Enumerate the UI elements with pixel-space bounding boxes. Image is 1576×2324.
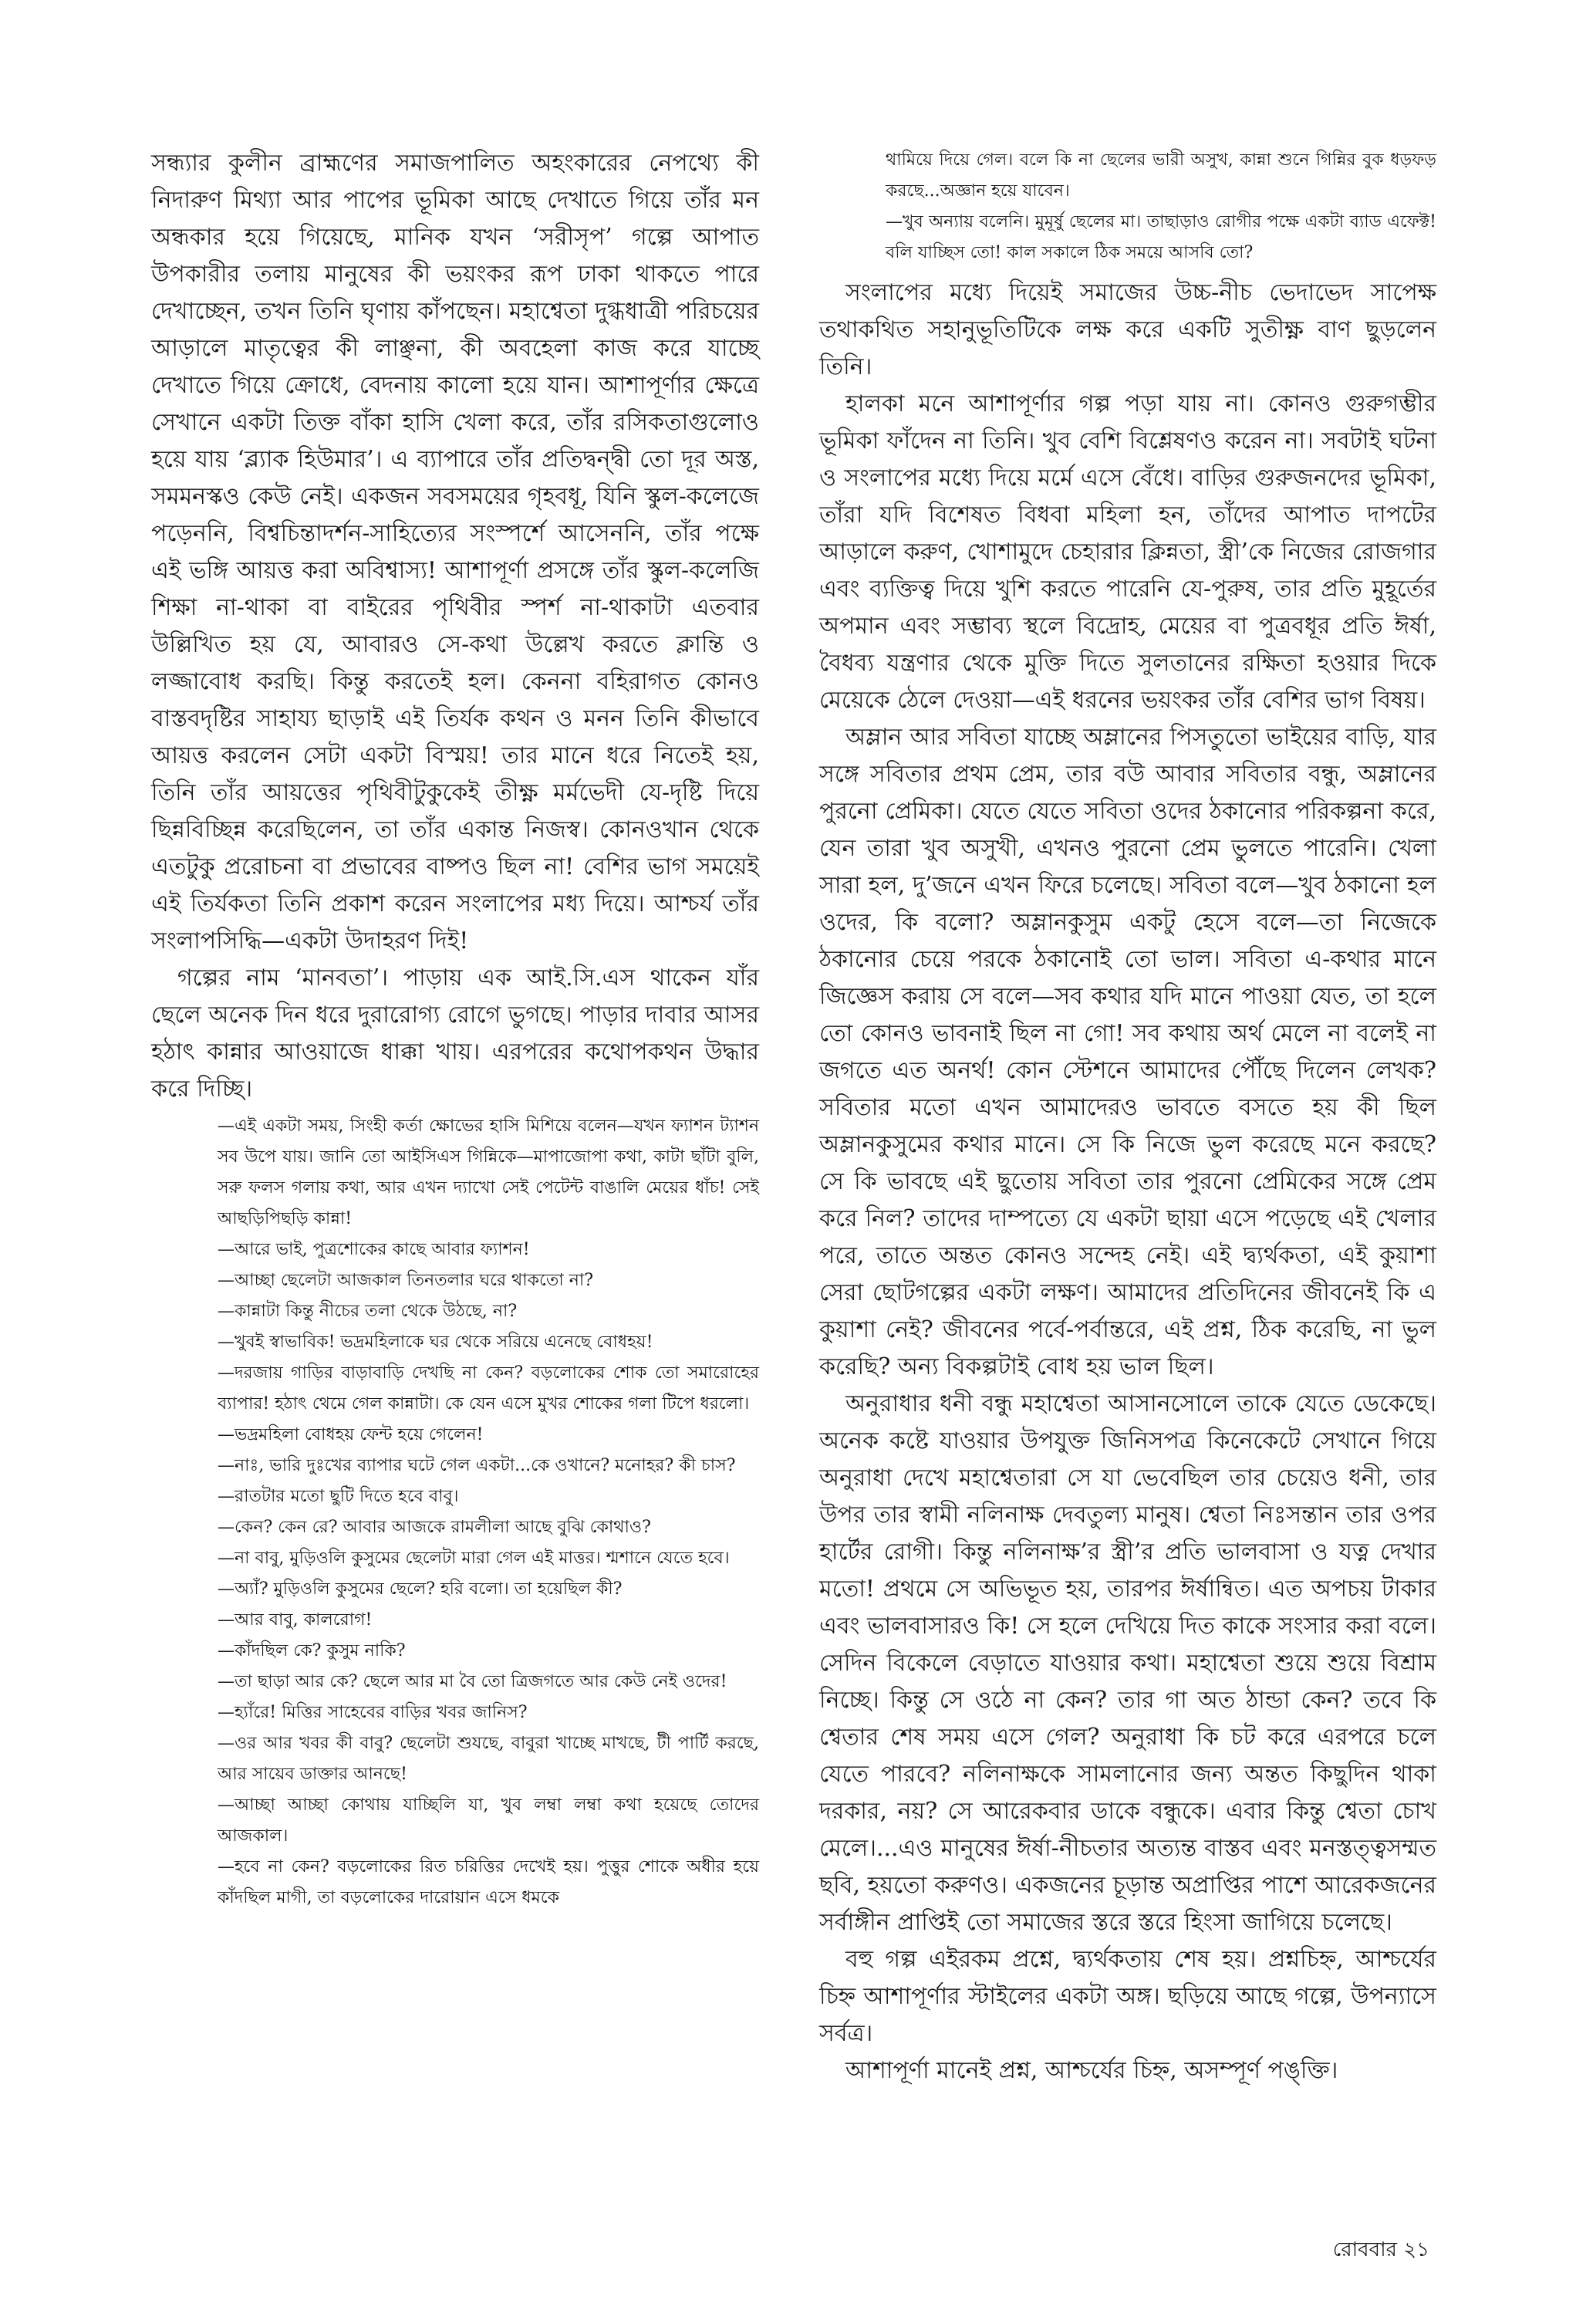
dialogue-line: —ভদ্রমহিলা বোধহয় ফেন্ট হয়ে গেলেন! — [218, 1425, 484, 1444]
body-paragraph: সংলাপের মধ্যে দিয়েই সমাজের উচ্চ-নীচ ভেদাভেদ সাপেক্ষ তথাকথিত সহানুভূতিটিকে লক্ষ করে একটি সুতীক্ষ্ণ বাণ ছুড়লেন তিনি। — [819, 279, 1436, 380]
dialogue-line: —খুবই স্বাভাবিক! ভদ্রমহিলাকে ঘর থেকে সরিয়ে এনেছে বোধহয়! — [218, 1333, 653, 1352]
body-paragraph: আশাপূর্ণা মানেই প্রশ্ন, আশ্চর্যের চিহ্ন, অসম্পূর্ণ পঙ্‌ক্তি। — [845, 2057, 1338, 2084]
dialogue-line: —নাঃ, ভারি দুঃখের ব্যাপার ঘটে গেল একটা...কে ওখানে? মনোহর? কী চাস? — [218, 1456, 736, 1475]
dialogue-line: —আর বাবু, কালরোগ! — [218, 1610, 373, 1630]
left-column — [151, 145, 759, 1914]
page-footer-folio: রোববার ২১ — [1332, 2238, 1429, 2262]
body-paragraph: সন্ধ্যার কুলীন ব্রাহ্মণের সমাজপালিত অহংকারের নেপথ্যে কী নিদারুণ মিথ্যা আর পাপের ভূমিকা আছে দেখাতে গিয়ে তাঁর মন অন্ধকার হয়ে গিয়েছে, মানিক যখন ‘সরীসৃপ’ গল্পে আপাত উপকারীর তলায় মানুষের কী ভয়ংকর রূপ ঢাকা থাকতে পারে দেখাচ্ছেন, তখন তিনি ঘৃণায় কাঁপছেন। মহাশ্বেতা দুগ্ধধাত্রী পরিচয়ের আড়ালে মাতৃত্বের কী লাঞ্ছনা, কী অবহেলা কাজ করে যাচ্ছে দেখাতে গিয়ে ক্রোধে, বেদনায় কালো হয়ে যান। আশাপূর্ণার ক্ষেত্রে সেখানে একটা তিক্ত বাঁকা হাসি খেলা করে, তাঁর রসিকতাগুলোও হয়ে যায় ‘ব্ল্যাক হিউমার’। এ ব্যাপারে তাঁর প্রতিদ্বন্দ্বী তো দূর অস্ত, সমমনস্কও কেউ নেই। একজন সবসময়ের গৃহবধূ, যিনি স্কুল-কলেজে পড়েননি, বিশ্বচিন্তাদর্শন-সাহিত্যের সংস্পর্শে আসেননি, তাঁর পক্ষে এই ভঙ্গি আয়ত্ত করা অবিশ্বাস্য! আশাপূর্ণা প্রসঙ্গে তাঁর স্কুল-কলেজি শিক্ষা না-থাকা বা বাইরের পৃথিবীর স্পর্শ না-থাকাটা এতবার উল্লিখিত হয় যে, আবারও সে-কথা উল্লেখ করতে ক্লান্তি ও লজ্জাবোধ করছি। কিন্তু করতেই হল। কেননা বহিরাগত কোনও বাস্তবদৃষ্টির সাহায্য ছাড়াই এই তির্যক কথন ও মনন তিনি কীভাবে আয়ত্ত করলেন সেটা একটা বিস্ময়! তার মানে ধরে নিতেই হয়, তিনি তাঁর আয়ত্তের পৃথিবীটুকুকেই তীক্ষ্ণ মর্মভেদী যে-দৃষ্টি দিয়ে ছিন্নবিচ্ছিন্ন করেছিলেন, তা তাঁর একান্ত নিজস্ব। কোনওখান থেকে এতটুকু প্ররোচনা বা প্রভাবের বাষ্পও ছিল না! বেশির ভাগ সময়েই এই তির্যকতা তিনি প্রকাশ করেন সংলাপের মধ্য দিয়ে। আশ্চর্য তাঁর সংলাপসিদ্ধি—একটা উদাহরণ দিই! — [151, 150, 759, 954]
dialogue-block — [819, 145, 1436, 269]
right-column — [819, 145, 1436, 2089]
dialogue-line: —কেন? কেন রে? আবার আজকে রামলীলা আছে বুঝি কোথাও? — [218, 1518, 651, 1537]
dialogue-block — [151, 1111, 759, 1914]
dialogue-line: —দরজায় গাড়ির বাড়াবাড়ি দেখছি না কেন? বড়লোকের শোক তো সমারোহের ব্যাপার! হঠাৎ থেমে গেল কান্নাটা। কে যেন এসে মুখর শোকের গলা টিপে ধরলো। — [218, 1363, 759, 1414]
dialogue-line: —কাঁদছিল কে? কুসুম নাকি? — [218, 1641, 406, 1660]
dialogue-line: —অ্যাঁ? মুড়িওলি কুসুমের ছেলে? হরি বলো। তা হয়েছিল কী? — [218, 1579, 623, 1599]
dialogue-line: —এই একটা সময়, সিংহী কর্তা ক্ষোভের হাসি মিশিয়ে বলেন—যখন ফ্যাশন ট্যাশন সব উপে যায়। জানি তো আইসিএস গিন্নিকে—মাপাজোপা কথা, কাটা ছাঁটা বুলি, সরু ফলস গলায় কথা, আর এখন দ্যাখো সেই পেটেন্ট বাঙালি মেয়ের ধাঁচ! সেই আছড়িপিছড়ি কান্না! — [218, 1116, 759, 1228]
dialogue-line: —খুব অন্যায় বলেনি। মুমূর্ষু ছেলের মা। তাছাড়াও রোগীর পক্ষে একটা ব্যাড এফেক্ট! বলি যাচ্ছিস তো! কাল সকালে ঠিক সময়ে আসবি তো? — [886, 212, 1436, 262]
dialogue-line: —হ্যাঁরে! মিত্তির সাহেবের বাড়ির খবর জানিস? — [218, 1703, 528, 1722]
dialogue-line: —আচ্ছা আচ্ছা কোথায় যাচ্ছিলি যা, খুব লম্বা লম্বা কথা হয়েছে তোদের আজকাল। — [218, 1795, 759, 1846]
dialogue-line: —হবে না কেন? বড়লোকের রিত চরিত্তির দেখেই হয়। পুত্তুর শোকে অধীর হয়ে কাঁদছিল মাগী, তা বড়লোকের দারোয়ান এসে ধমকে — [218, 1857, 759, 1907]
dialogue-line: —কান্নাটা কিন্তু নীচের তলা থেকে উঠছে, না? — [218, 1302, 518, 1321]
dialogue-line: থামিয়ে দিয়ে গেল। বলে কি না ছেলের ভারী অসুখ, কান্না শুনে গিন্নির বুক ধড়ফড় করছে...অজ্ঞান হয়ে যাবেন। — [886, 150, 1436, 201]
dialogue-line: —না বাবু, মুড়িওলি কুসুমের ছেলেটা মারা গেল এই মাত্তর। শ্মশানে যেতে হবে। — [218, 1549, 730, 1568]
body-paragraph: অনুরাধার ধনী বন্ধু মহাশ্বেতা আসানসোলে তাকে যেতে ডেকেছে। অনেক কষ্টে যাওয়ার উপযুক্ত জিনিসপত্র কিনেকেটে সেখানে গিয়ে অনুরাধা দেখে মহাশ্বেতারা সে যা ভেবেছিল তার চেয়েও ধনী, তার উপর তার স্বামী নলিনাক্ষ দেবতুল্য মানুষ। শ্বেতা নিঃসন্তান তার ওপর হার্টের রোগী। কিন্তু নলিনাক্ষ’র স্ত্রী’র প্রতি ভালবাসা ও যত্ন দেখার মতো! প্রথমে সে অভিভূত হয়, তারপর ঈর্ষান্বিত। এত অপচয় টাকার এবং ভালবাসারও কি! সে হলে দেখিয়ে দিত কাকে সংসার করা বলে। সেদিন বিকেলে বেড়াতে যাওয়ার কথা। মহাশ্বেতা শুয়ে শুয়ে বিশ্রাম নিচ্ছে। কিন্তু সে ওঠে না কেন? তার গা অত ঠান্ডা কেন? তবে কি শ্বেতার শেষ সময় এসে গেল? অনুরাধা কি চট করে এরপরে চলে যেতে পারবে? নলিনাক্ষকে সামলানোর জন্য অন্তত কিছুদিন থাকা দরকার, নয়? সে আরেকবার ডাকে বন্ধুকে। এবার কিন্তু শ্বেতা চোখ মেলে।...এও মানুষের ঈর্ষা-নীচতার অত্যন্ত বাস্তব এবং মনস্তত্ত্বসম্মত ছবি, হয়তো করুণও। একজনের চূড়ান্ত অপ্রাপ্তির পাশে আরেকজনের সর্বাঙ্গীন প্রাপ্তিই তো সমাজের স্তরে স্তরে হিংসা জাগিয়ে চলেছে। — [819, 1390, 1436, 1936]
body-paragraph: অম্লান আর সবিতা যাচ্ছে অম্লানের পিসতুতো ভাইয়ের বাড়ি, যার সঙ্গে সবিতার প্রথম প্রেম, তার বউ আবার সবিতার বন্ধু, অম্লানের পুরনো প্রেমিকা। যেতে যেতে সবিতা ওদের ঠকানোর পরিকল্পনা করে, যেন তারা খুব অসুখী, এখনও পুরনো প্রেম ভুলতে পারেনি। খেলা সারা হল, দু’জনে এখন ফিরে চলেছে। সবিতা বলে—খুব ঠকানো হল ওদের, কি বলো? অম্লানকুসুম একটু হেসে বলে—তা নিজেকে ঠকানোর চেয়ে পরকে ঠকানোই তো ভাল। সবিতা এ-কথার মানে জিজ্ঞেস করায় সে বলে—সব কথার যদি মানে পাওয়া যেত, তা হলে তো কোনও ভাবনাই ছিল না গো! সব কথায় অর্থ মেলে না বলেই না জগতে এত অনর্থ! কোন স্টেশনে আমাদের পৌঁছে দিলেন লেখক? সবিতার মতো এখন আমাদেরও ভাবতে বসতে হয় কী ছিল অম্লানকুসুমের কথার মানে। সে কি নিজে ভুল করেছে মনে করছে? সে কি ভাবছে এই ছুতোয় সবিতা তার পুরনো প্রেমিকের সঙ্গে প্রেম করে নিল? তাদের দাম্পত্যে যে একটা ছায়া এসে পড়েছে এই খেলার পরে, তাতে অন্তত কোনও সন্দেহ নেই। এই দ্ব্যর্থকতা, এই কুয়াশা সেরা ছোটগল্পের একটা লক্ষণ। আমাদের প্রতিদিনের জীবনেই কি এ কুয়াশা নেই? জীবনের পর্বে-পর্বান্তরে, এই প্রশ্ন, ঠিক করেছি, না ভুল করেছি? অন্য বিকল্পটাই বোধ হয় ভাল ছিল। — [819, 724, 1436, 1380]
dialogue-line: —ওর আর খবর কী বাবু? ছেলেটা শুযছে, বাবুরা খাচ্ছে মাখছে, টী পার্টি করছে, আর সায়েব ডাক্তার আনছে! — [218, 1734, 759, 1784]
dialogue-line: —তা ছাড়া আর কে? ছেলে আর মা বৈ তো ত্রিজগতে আর কেউ নেই ওদের! — [218, 1672, 727, 1691]
body-paragraph: গল্পের নাম ‘মানবতা’। পাড়ায় এক আই.সি.এস থাকেন যাঁর ছেলে অনেক দিন ধরে দুরারোগ্য রোগে ভুগছে। পাড়ার দাবার আসর হঠাৎ কান্নার আওয়াজে ধাক্কা খায়। এরপরের কথোপকথন উদ্ধার করে দিচ্ছি। — [151, 964, 759, 1103]
dialogue-line: —আচ্ছা ছেলেটা আজকাল তিনতলার ঘরে থাকতো না? — [218, 1271, 594, 1290]
dialogue-line: —আরে ভাই, পুত্রশোকের কাছে আবার ফ্যাশন! — [218, 1240, 530, 1259]
body-paragraph: হালকা মনে আশাপূর্ণার গল্প পড়া যায় না। কোনও গুরুগম্ভীর ভূমিকা ফাঁদেন না তিনি। খুব বেশি বিশ্লেষণও করেন না। সবটাই ঘটনা ও সংলাপের মধ্যে দিয়ে মর্মে এসে বেঁধে। বাড়ির গুরুজনদের ভূমিকা, তাঁরা যদি বিশেষত বিধবা মহিলা হন, তাঁদের আপাত দাপটের আড়ালে করুণ, খোশামুদে চেহারার ক্লিন্নতা, স্ত্রী’কে নিজের রোজগার এবং ব্যক্তিত্ব দিয়ে খুশি করতে পারেনি যে-পুরুষ, তার প্রতি মুহূর্তের অপমান এবং সম্ভাব্য স্থলে বিদ্রোহ, মেয়ের বা পুত্রবধূর প্রতি ঈর্ষা, বৈধব্য যন্ত্রণার থেকে মুক্তি দিতে সুলতানের রক্ষিতা হওয়ার দিকে মেয়েকে ঠেলে দেওয়া—এই ধরনের ভয়ংকর তাঁর বেশির ভাগ বিষয়। — [819, 390, 1436, 714]
body-paragraph: বহু গল্প এইরকম প্রশ্নে, দ্ব্যর্থকতায় শেষ হয়। প্রশ্নচিহ্ন, আশ্চর্যের চিহ্ন আশাপূর্ণার স্টাইলের একটা অঙ্গ। ছড়িয়ে আছে গল্পে, উপন্যাসে সর্বত্র। — [819, 1946, 1436, 2047]
dialogue-line: —রাতটার মতো ছুটি দিতে হবে বাবু। — [218, 1487, 459, 1506]
